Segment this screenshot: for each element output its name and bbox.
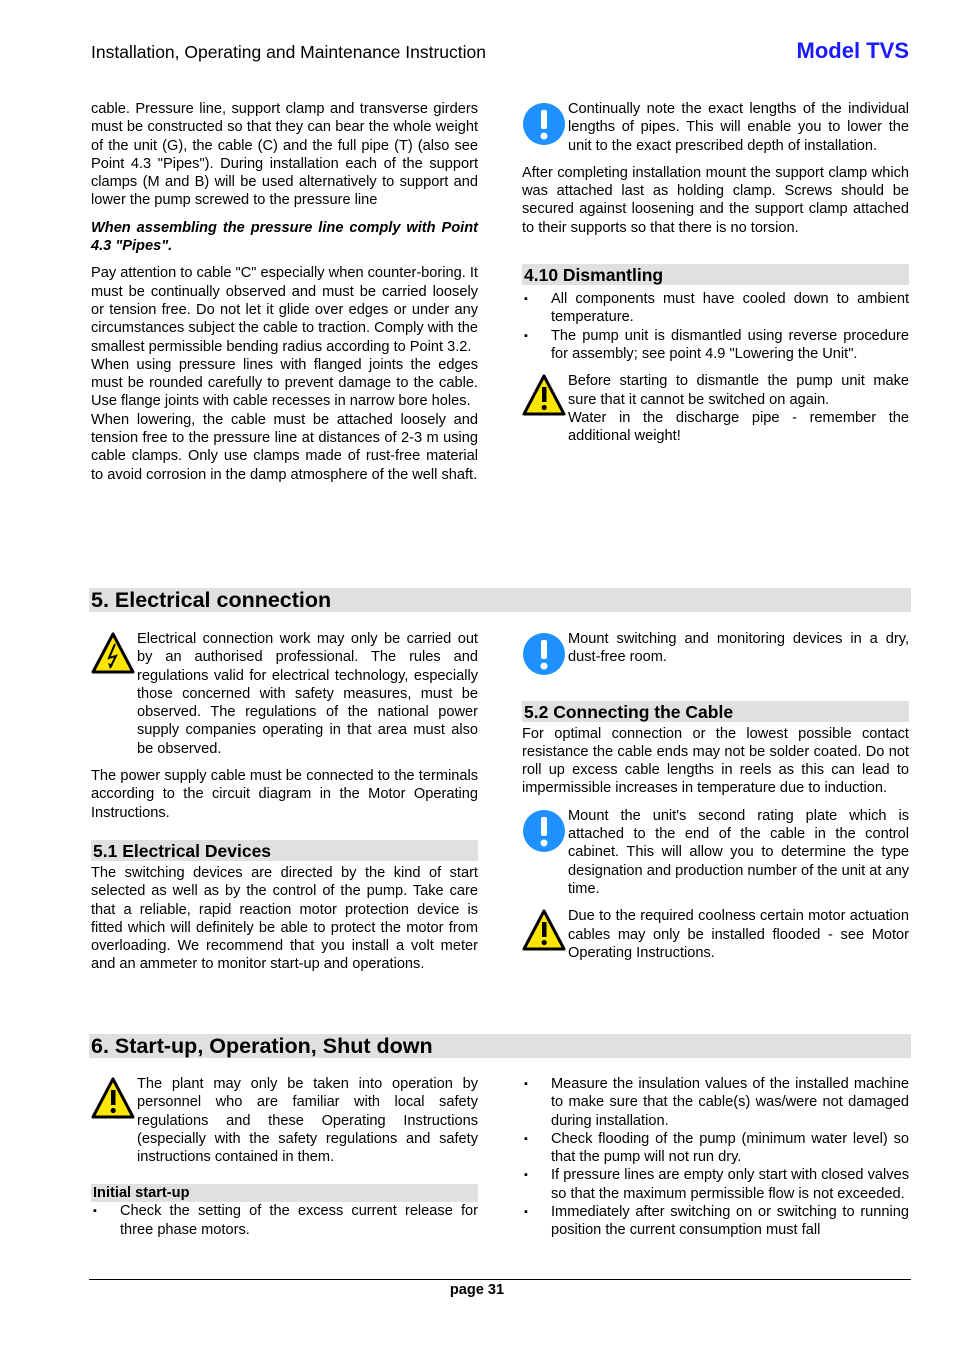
header-title: Installation, Operating and Maintenance Instruction	[91, 42, 486, 62]
warning-note	[522, 907, 909, 962]
info-note-text: Mount switching and monitoring devices in a dry, dust-free room.	[568, 631, 909, 666]
section-heading-6	[89, 1034, 911, 1058]
list-item: ▪ All components must have cooled down to ambient temperature.	[522, 290, 909, 327]
info-note-text: Continually note the exact lengths of the individual lengths of pipes. This will enable you to lower the unit to the exact prescribed depth of installation.	[568, 101, 909, 154]
warning-triangle-icon	[522, 909, 566, 956]
paragraph: Pay attention to cable "C" especially when counter-boring. It must be continually observed and must be carried loosely or tension free. Do not let it glide over edges or under any circumstances subject the cable to traction. Comply with the smallest permissible bending radius according to Point 3.2.	[91, 265, 478, 355]
list-item: ▪ The pump unit is dismantled using reverse procedure for assembly; see point 4.9 "Lowering the Unit".	[522, 327, 909, 364]
subsection-heading: 5.2 Connecting the Cable	[522, 701, 909, 722]
warning-triangle-icon	[91, 1077, 135, 1124]
list-item: ▪ Measure the insulation values of the installed machine to make sure that the cable(s) was/were not damaged during installation.	[522, 1075, 909, 1130]
exclamation-circle-icon	[522, 809, 566, 858]
electrical-warning-note	[91, 630, 478, 758]
emphasis-paragraph: When assembling the pressure line comply with Point 4.3 "Pipes".	[91, 219, 478, 255]
info-note-text: Mount the unit's second rating plate which is attached to the end of the cable in the control cabinet. This will allow you to determine the type designation and production number of the unit at any time.	[568, 807, 909, 897]
warning-text: Before starting to dismantle the pump unit make sure that it cannot be switched on again.	[568, 373, 909, 408]
warning-text: Due to the required coolness certain motor actuation cables may only be installed flooded - see Motor Operating Instructions.	[568, 908, 909, 961]
section-heading-5	[89, 588, 911, 612]
subsection-heading: 5.1 Electrical Devices	[91, 840, 478, 861]
exclamation-circle-icon	[522, 632, 566, 681]
list-item: ▪ Check flooding of the pump (minimum water level) so that the pump will not run dry.	[522, 1130, 909, 1167]
info-note	[522, 100, 909, 155]
info-note	[522, 630, 909, 667]
warning-text: Electrical connection work may only be carried out by an authorised professional. The rules and regulations valid for electrical technology, especially those concerned with safety measures, must be observed. The regulations of the national power supply companies operating in that area must also be observed.	[137, 631, 478, 757]
paragraph: cable. Pressure line, support clamp and transverse girders must be constructed so that they can bear the whole weight of the unit (G), the cable (C) and the full pipe (T) (also see Point 4.3 "Pipes"). During installation each of the support clamps (M and B) will be used alternatively to support and lower the pump screwed to the pressure line	[91, 101, 478, 209]
exclamation-circle-icon	[522, 102, 566, 151]
top-right-column	[522, 100, 909, 445]
warning-text: The plant may only be taken into operation by personnel who are familiar with local safety regulations and these Operating Instructions (especially with the safety regulations and safety instructions contained in them.	[137, 1076, 478, 1166]
high-voltage-icon	[91, 632, 135, 679]
paragraph: When using pressure lines with flanged joints the edges must be rounded carefully to prevent damage to the cable. Use flange joints with cable recesses in narrow bore holes.	[91, 356, 478, 410]
top-left-column	[91, 100, 478, 484]
list-item: ▪ Check the setting of the excess current release for three phase motors.	[91, 1202, 478, 1239]
section5-left-column	[91, 630, 478, 974]
section6-right-column	[522, 1075, 909, 1240]
warning-note	[91, 1075, 478, 1166]
paragraph: The switching devices are directed by the kind of start selected as well as by the control of the pump. Take care that a reliable, rapid reaction motor protection device is fitted which will definitely be able to protect the motor from overloading. We recommend that you install a volt meter and an ammeter to monitor start-up and operations.	[91, 864, 478, 973]
paragraph: After completing installation mount the support clamp which was attached last as holding clamp. Screws should be secured against loosening and the support clamp attached to their supports so that there is no torsion.	[522, 164, 909, 236]
paragraph: For optimal connection or the lowest possible contact resistance the cable ends may not be solder coated. Do not roll up excess cable lengths in reels as this can lead to impermissible increases in temperature due to induction.	[522, 725, 909, 797]
model-title: Model TVS	[796, 38, 909, 63]
subsection-heading: Initial start-up	[91, 1184, 478, 1202]
page-number: page 31	[449, 1282, 505, 1298]
section5-right-column	[522, 630, 909, 962]
section6-left-column	[91, 1075, 478, 1239]
paragraph: When lowering, the cable must be attached loosely and tension free to the pressure line at distances of 2-3 m using cable clamps. Only use clamps made of rust-free material to avoid corrosion in the damp atmosphere of the well shaft.	[91, 411, 478, 483]
warning-note	[522, 372, 909, 445]
warning-text: Water in the discharge pipe - remember the additional weight!	[568, 409, 909, 445]
warning-triangle-icon	[522, 374, 566, 421]
paragraph: The power supply cable must be connected to the terminals according to the circuit diagram in the Motor Operating Instructions.	[91, 768, 478, 821]
list-item: ▪ Immediately after switching on or switching to running position the current consumption must fall	[522, 1203, 909, 1240]
section-title: 6. Start-up, Operation, Shut down	[91, 1034, 433, 1058]
info-note	[522, 807, 909, 898]
subsection-heading: 4.10 Dismantling	[522, 264, 909, 285]
list-item: ▪ If pressure lines are empty only start with closed valves so that the maximum permissible flow is not exceeded.	[522, 1166, 909, 1203]
footer-divider	[89, 1279, 911, 1280]
page-header	[91, 40, 909, 64]
section-title: 5. Electrical connection	[91, 588, 332, 612]
